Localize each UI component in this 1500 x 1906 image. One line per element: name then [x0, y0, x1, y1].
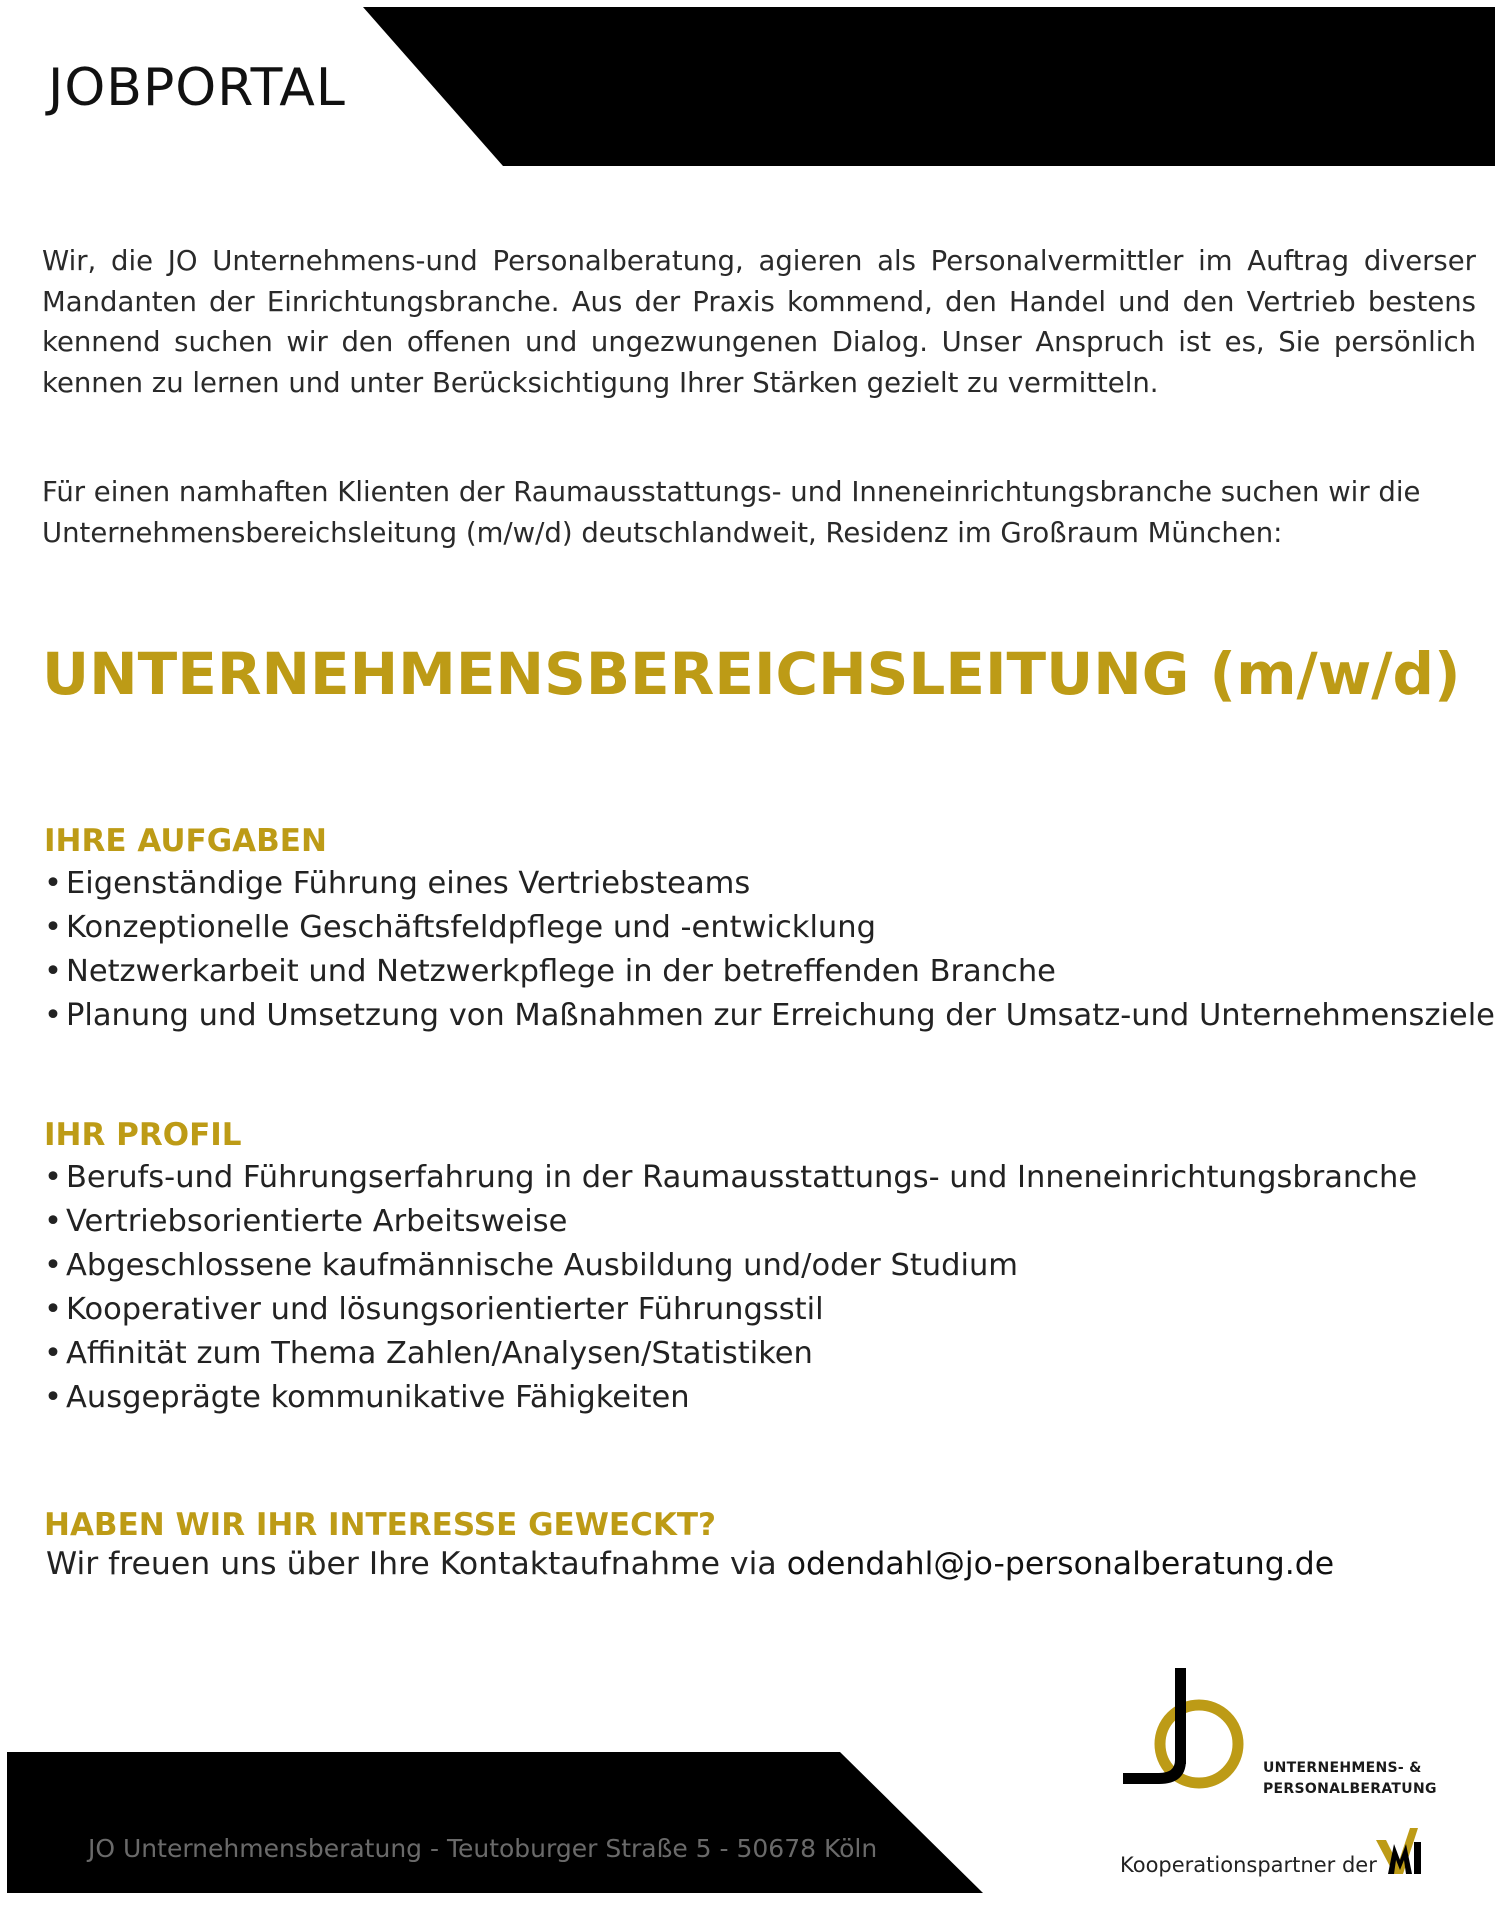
- intro-paragraph: Wir, die JO Unternehmens-und Personalberatung, agieren als Personalvermittler im Auftrag diverser Mandanten der Einrichtungsbranche. Aus der Praxis kommend, den Handel und den Vertrieb bestens kennend suchen wir den offenen und ungezwungenen Dialog. Unser Anspruch ist es, Sie persönlich kennen zu lernen und unter Berücksichtigung Ihrer Stärken gezielt zu vermitteln.: [42, 245, 1476, 399]
- logo-text-line-1: UNTERNEHMENS- &: [1263, 1760, 1422, 1776]
- profile-list: [44, 1156, 1417, 1420]
- list-item: • Eigenständige Führung eines Vertriebsteams: [44, 866, 751, 901]
- contact-line: [46, 1546, 1334, 1582]
- list-item: • Kooperativer und lösungsorientierter Führungsstil: [44, 1292, 824, 1327]
- client-paragraph: Für einen namhaften Klienten der Raumausstattungs- und Inneneinrichtungsbranche suchen wir die Unternehmensbereichsleitung (m/w/d) deutschlandweit, Residenz im Großraum München:: [42, 476, 1421, 549]
- list-item: • Vertriebsorientierte Arbeitsweise: [44, 1204, 568, 1239]
- contact-text: Wir freuen uns über Ihre Kontaktaufnahme via: [46, 1546, 787, 1582]
- profile-heading: IHR PROFIL: [44, 1117, 242, 1153]
- list-item: • Planung und Umsetzung von Maßnahmen zur Erreichung der Umsatz-und Unternehmensziele: [44, 998, 1495, 1033]
- list-item: • Konzeptionelle Geschäftsfeldpflege und -entwicklung: [44, 910, 876, 945]
- contact-email-link[interactable]: odendahl@jo-personalberatung.de: [786, 1546, 1335, 1582]
- list-item: • Berufs-und Führungserfahrung in der Raumausstattungs- und Inneneinrichtungsbranche: [44, 1160, 1418, 1195]
- footer-band: [0, 1745, 1000, 1906]
- list-item: • Netzwerkarbeit und Netzwerkpflege in der betreffenden Branche: [44, 954, 1056, 989]
- contact-heading: HABEN WIR IHR INTERESSE GEWECKT?: [44, 1507, 716, 1543]
- job-title: UNTERNEHMENSBEREICHSLEITUNG (m/w/d): [42, 640, 1461, 708]
- tasks-list: [44, 862, 1495, 1038]
- partner-text: Kooperationspartner der: [1120, 1853, 1377, 1877]
- tasks-heading: IHRE AUFGABEN: [44, 823, 327, 859]
- partner-logo-icon: [1370, 1820, 1430, 1878]
- footer-address: JO Unternehmensberatung - Teutoburger Straße 5 - 50678 Köln: [88, 1834, 878, 1863]
- list-item: • Affinität zum Thema Zahlen/Analysen/Statistiken: [44, 1336, 813, 1371]
- list-item: • Abgeschlossene kaufmännische Ausbildung und/oder Studium: [44, 1248, 1018, 1283]
- company-logo: [1115, 1660, 1495, 1810]
- page-title: JOBPORTAL: [48, 58, 346, 118]
- jo-logo-icon: [1115, 1660, 1255, 1790]
- list-item: • Ausgeprägte kommunikative Fähigkeiten: [44, 1380, 690, 1415]
- logo-text-line-2: PERSONALBERATUNG: [1263, 1781, 1437, 1797]
